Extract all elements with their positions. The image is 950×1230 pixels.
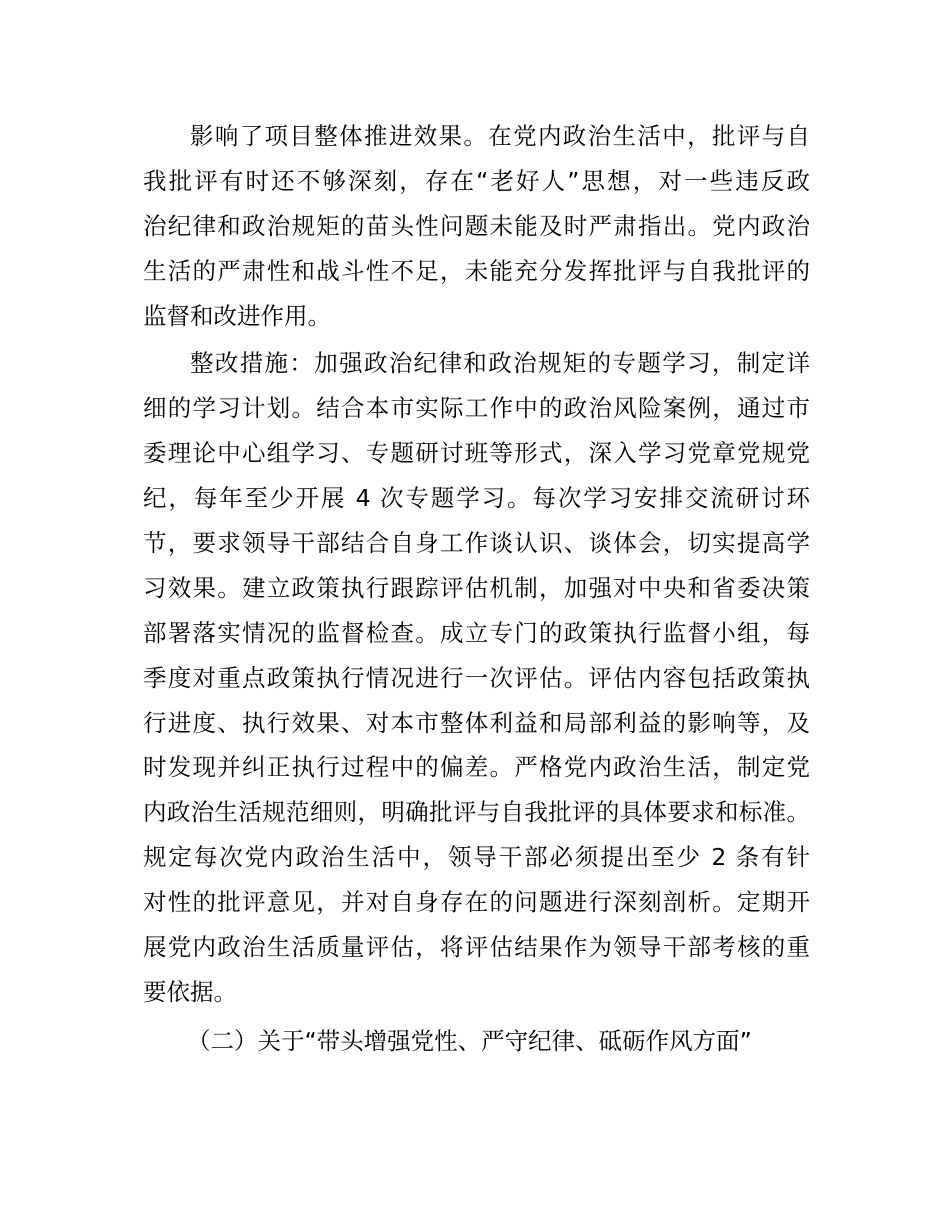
text-line: 习效果。建立政策执行跟踪评估机制，加强对中央和省委决策 xyxy=(143,573,810,602)
text-line: 我批评有时还不够深刻，存在“老好人”思想，对一些违反政 xyxy=(143,166,810,195)
text-line: 治纪律和政治规矩的苗头性问题未能及时严肃指出。党内政治 xyxy=(143,211,810,240)
text-line: 节，要求领导干部结合自身工作谈认识、谈体会，切实提高学 xyxy=(143,529,810,558)
text-line: 规定每次党内政治生活中，领导干部必须提出至少 2 条有针 xyxy=(143,843,810,872)
text-line: 委理论中心组学习、专题研讨班等形式，深入学习党章党规党 xyxy=(143,439,810,468)
text-line: 行进度、执行效果、对本市整体利益和局部利益的影响等，及 xyxy=(143,708,810,737)
text-line: 展党内政治生活质量评估，将评估结果作为领导干部考核的重 xyxy=(143,933,810,962)
text-line: 要依据。 xyxy=(143,977,237,1006)
text-line: 内政治生活规范细则，明确批评与自我批评的具体要求和标准。 xyxy=(143,798,810,827)
text-line: 部署落实情况的监督检查。成立专门的政策执行监督小组，每 xyxy=(143,618,810,647)
paragraph-problem xyxy=(143,114,810,338)
text-line: 时发现并纠正执行过程中的偏差。严格党内政治生活，制定党 xyxy=(143,753,810,782)
text-line: 细的学习计划。结合本市实际工作中的政治风险案例，通过市 xyxy=(143,394,810,423)
document-page xyxy=(143,114,810,1064)
text-line: 生活的严肃性和战斗性不足，未能充分发挥批评与自我批评的 xyxy=(143,256,810,285)
text-line: 整改措施：加强政治纪律和政治规矩的专题学习，制定详 xyxy=(190,349,810,378)
text-line: 季度对重点政策执行情况进行一次评估。评估内容包括政策执 xyxy=(143,663,810,692)
text-line: 监督和改进作用。 xyxy=(143,301,331,330)
text-line: 纪，每年至少开展 4 次专题学习。每次学习安排交流研讨环 xyxy=(143,484,810,513)
paragraph-rectification-measures xyxy=(143,341,810,1014)
text-line: 影响了项目整体推进效果。在党内政治生活中，批评与自 xyxy=(190,122,810,150)
text-line: 对性的批评意见，并对自身存在的问题进行深刻剖析。定期开 xyxy=(143,888,810,917)
section-heading: （二）关于“带头增强党性、严守纪律、砥砺作风方面” xyxy=(187,1026,752,1055)
